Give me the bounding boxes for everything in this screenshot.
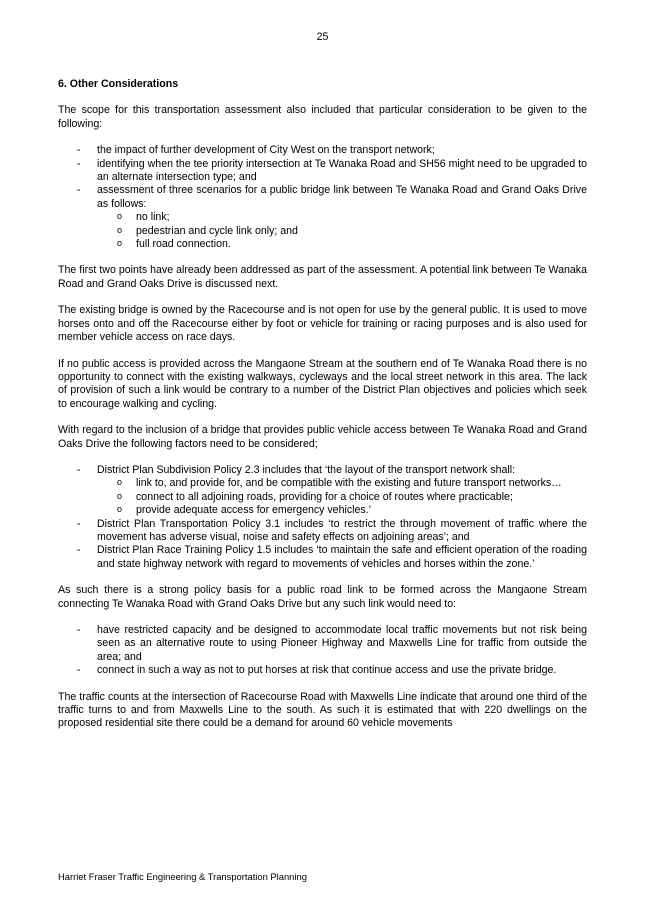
list-item [58,158,587,185]
list-item-text: District Plan Subdivision Policy 2.3 includes that ‘the layout of the transport network shall: [97,463,516,476]
intro-paragraph: The scope for this transportation assessment also included that particular consideration to be given to the following: [58,104,587,130]
list-item-text: assessment of three scenarios for a public bridge link between Te Wanaka Road and Grand Oaks Drive as follows: [97,184,587,210]
page-number: 25 [316,31,329,43]
document-body [58,78,587,744]
sublist-item: o no link; [97,211,587,224]
section-heading: 6. Other Considerations [58,78,179,90]
paragraph: The traffic counts at the intersection of Racecourse Road with Maxwells Line indicate that around one third of the traffic turns to and from Maxwells Line to the south. As such it is estimated that with 220 dwellings on the proposed residential site there could be a demand for around 60 vehicle movements [58,690,587,730]
list-item-text: identifying when the tee priority intersection at Te Wanaka Road and SH56 might need to be upgraded to an alternate intersection type; and [97,157,587,184]
list-item [58,184,587,251]
policy-list [58,464,587,571]
link-requirements-list [58,624,587,678]
paragraph: The first two points have already been addressed as part of the assessment. A potential link between Te Wanaka Road and Grand Oaks Drive is discussed next. [58,264,587,290]
paragraph: With regard to the inclusion of a bridge that provides public vehicle access between Te Wanaka Road and Grand Oaks Drive the following factors need to be considered; [58,424,587,450]
list-item-text: District Plan Race Training Policy 1.5 includes ‘to maintain the safe and efficient operation of the roading and state highway network with regard to movements of vehicles and horses within the zone.’ [97,544,587,570]
list-item [58,464,587,518]
paragraph: As such there is a strong policy basis for a public road link to be formed across the Mangaone Stream connecting Te Wanaka Road with Grand Oaks Drive but any such link would need to: [58,584,587,610]
policy-sublist [97,477,587,517]
list-item: - have restricted capacity and be designed to accommodate local traffic movements but not risk being seen as an alternative route to using Pioneer Highway and Maxwells Line for traffic from outside the area; and [58,624,587,664]
sublist-item: o provide adequate access for emergency vehicles.’ [97,504,587,517]
sublist-item: o pedestrian and cycle link only; and [97,225,587,238]
list-item [58,544,587,571]
paragraph: The existing bridge is owned by the Racecourse and is not open for use by the general public. It is used to move horses onto and off the Racecourse either by foot or vehicle for training or racing purposes and is also used for member vehicle access on race days. [58,304,587,344]
list-item: - connect in such a way as not to put horses at risk that continue access and use the private bridge. [58,664,587,677]
sublist-item: o full road connection. [97,238,587,251]
sublist-item: o link to, and provide for, and be compatible with the existing and future transport networks… [97,477,587,490]
list-item [58,144,587,157]
list-item-text: District Plan Transportation Policy 3.1 includes ‘to restrict the through movement of traffic where the movement has adverse visual, noise and safety effects on adjoining areas’; and [97,517,587,543]
list-item-text: the impact of further development of City West on the transport network; [97,144,435,157]
sublist-item: o connect to all adjoining roads, providing for a choice of routes where practicable; [97,491,587,504]
paragraph: If no public access is provided across the Mangaone Stream at the southern end of Te Wanaka Road there is no opportunity to connect with the existing walkways, cycleways and the local street network in this area. The lack of provision of such a link would be contrary to a number of the District Plan objectives and policies which seek to encourage walking and cycling. [58,357,587,410]
scenario-sublist [97,211,587,251]
list-item [58,518,587,545]
scope-list [58,144,587,251]
page-footer: Harriet Fraser Traffic Engineering & Transportation Planning [58,871,307,882]
